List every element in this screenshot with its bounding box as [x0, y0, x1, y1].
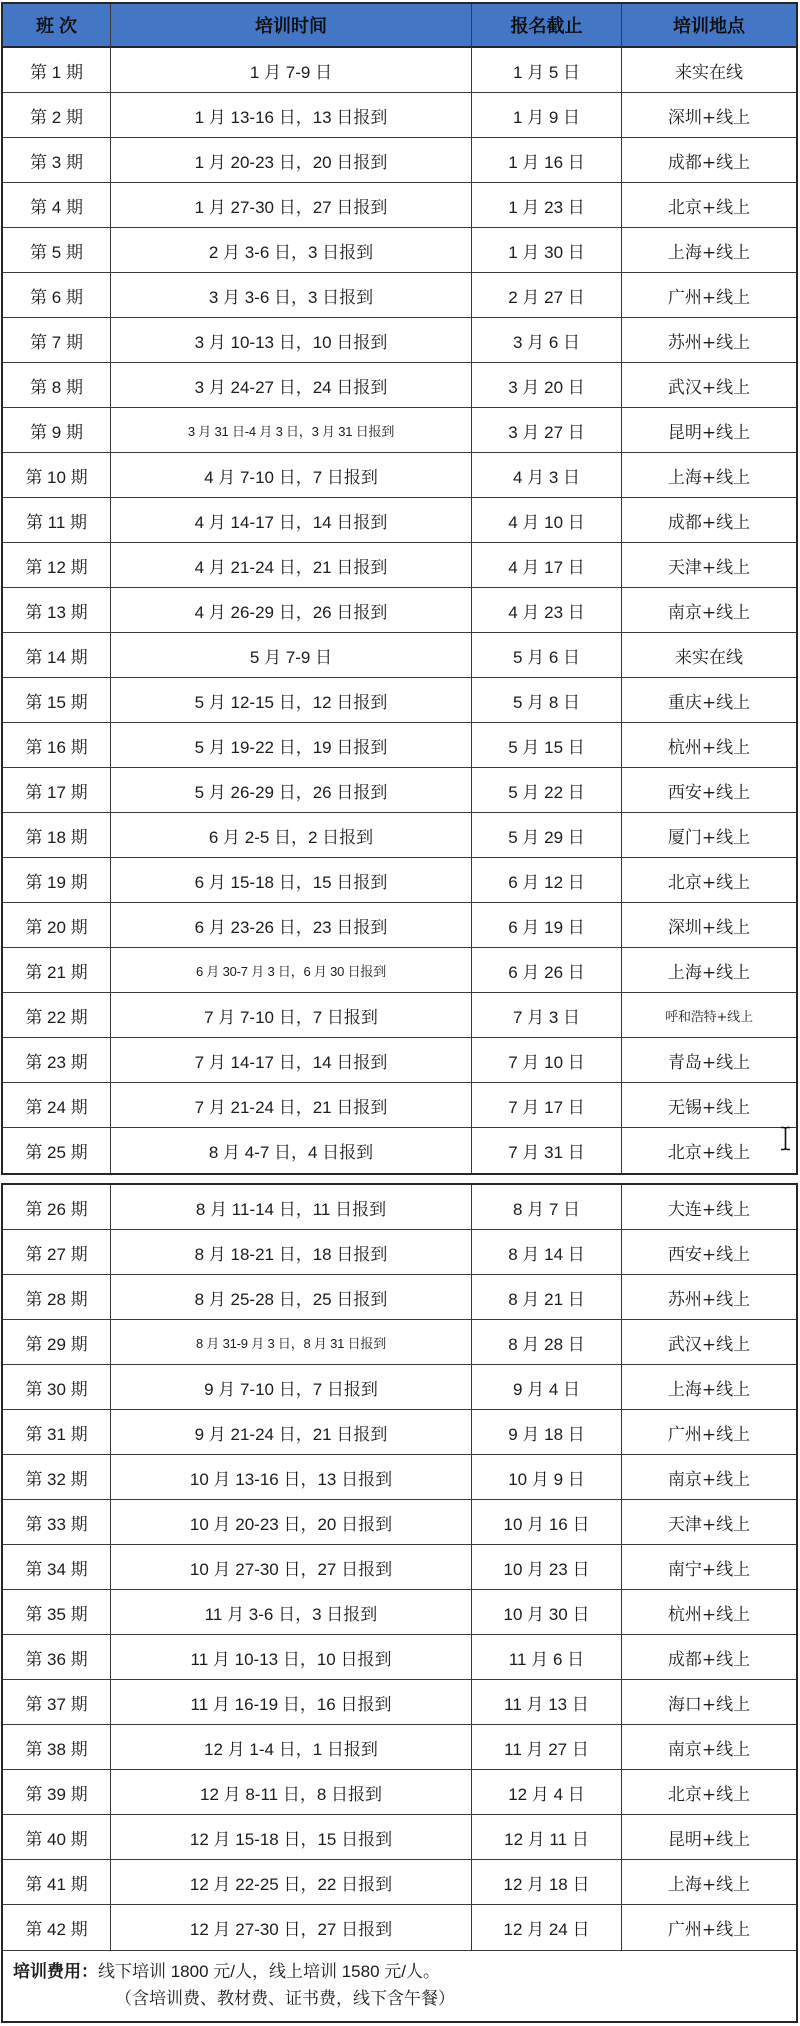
- table-row: [3, 1455, 796, 1500]
- location-cell: 南京+线上: [622, 1725, 796, 1770]
- table-row: [3, 633, 796, 678]
- location-cell: 杭州+线上: [622, 1590, 796, 1635]
- table-row: [3, 1410, 796, 1455]
- deadline-cell: 2 月 27 日: [472, 273, 622, 318]
- table-row: [3, 1590, 796, 1635]
- session-cell: 第 9 期: [3, 408, 111, 453]
- deadline-cell: 7 月 31 日: [472, 1128, 622, 1173]
- time-cell: 8 月 31-9 月 3 日，8 月 31 日报到: [111, 1320, 472, 1365]
- time-cell: 4 月 26-29 日，26 日报到: [111, 588, 472, 633]
- deadline-cell: 12 月 18 日: [472, 1860, 622, 1905]
- table-row: [3, 183, 796, 228]
- deadline-cell: 7 月 10 日: [472, 1038, 622, 1083]
- deadline-cell: 3 月 6 日: [472, 318, 622, 363]
- time-cell: 5 月 26-29 日，26 日报到: [111, 768, 472, 813]
- session-cell: 第 13 期: [3, 588, 111, 633]
- session-cell: 第 30 期: [3, 1365, 111, 1410]
- session-cell: 第 26 期: [3, 1185, 111, 1230]
- table-body-lower: [3, 1185, 796, 1950]
- time-cell: 6 月 15-18 日，15 日报到: [111, 858, 472, 903]
- table-row: [3, 1635, 796, 1680]
- table-row: [3, 1725, 796, 1770]
- deadline-cell: 6 月 12 日: [472, 858, 622, 903]
- deadline-cell: 10 月 23 日: [472, 1545, 622, 1590]
- deadline-cell: 5 月 6 日: [472, 633, 622, 678]
- time-cell: 11 月 10-13 日，10 日报到: [111, 1635, 472, 1680]
- deadline-cell: 1 月 5 日: [472, 48, 622, 93]
- deadline-cell: 1 月 16 日: [472, 138, 622, 183]
- deadline-cell: 12 月 24 日: [472, 1905, 622, 1950]
- session-cell: 第 14 期: [3, 633, 111, 678]
- table-row: [3, 498, 796, 543]
- session-cell: 第 18 期: [3, 813, 111, 858]
- location-cell: 海口+线上: [622, 1680, 796, 1725]
- session-cell: 第 6 期: [3, 273, 111, 318]
- session-cell: 第 12 期: [3, 543, 111, 588]
- table-row: [3, 93, 796, 138]
- time-cell: 8 月 11-14 日，11 日报到: [111, 1185, 472, 1230]
- location-cell: 天津+线上: [622, 1500, 796, 1545]
- time-cell: 4 月 21-24 日，21 日报到: [111, 543, 472, 588]
- deadline-cell: 10 月 30 日: [472, 1590, 622, 1635]
- fee-label: 培训费用：: [13, 1962, 98, 1981]
- location-cell: 成都+线上: [622, 498, 796, 543]
- fee-footer: [3, 1950, 796, 2021]
- time-cell: 12 月 8-11 日，8 日报到: [111, 1770, 472, 1815]
- deadline-cell: 8 月 14 日: [472, 1230, 622, 1275]
- deadline-cell: 7 月 3 日: [472, 993, 622, 1038]
- table-row: [3, 1230, 796, 1275]
- location-cell: 来实在线: [622, 48, 796, 93]
- table-row: [3, 1185, 796, 1230]
- time-cell: 6 月 2-5 日，2 日报到: [111, 813, 472, 858]
- time-cell: 6 月 30-7 月 3 日，6 月 30 日报到: [111, 948, 472, 993]
- location-cell: 深圳+线上: [622, 903, 796, 948]
- session-cell: 第 22 期: [3, 993, 111, 1038]
- table-row: [3, 948, 796, 993]
- table-row: [3, 138, 796, 183]
- session-cell: 第 16 期: [3, 723, 111, 768]
- time-cell: 10 月 13-16 日，13 日报到: [111, 1455, 472, 1500]
- table-row: [3, 1905, 796, 1950]
- table-row: [3, 1038, 796, 1083]
- time-cell: 12 月 1-4 日，1 日报到: [111, 1725, 472, 1770]
- table-row: [3, 723, 796, 768]
- location-cell: 南京+线上: [622, 1455, 796, 1500]
- session-cell: 第 15 期: [3, 678, 111, 723]
- time-cell: 5 月 19-22 日，19 日报到: [111, 723, 472, 768]
- location-cell: 西安+线上: [622, 1230, 796, 1275]
- location-cell: 南京+线上: [622, 588, 796, 633]
- location-cell: 呼和浩特+线上: [622, 993, 796, 1038]
- table-row: [3, 1680, 796, 1725]
- table-row: [3, 48, 796, 93]
- session-cell: 第 10 期: [3, 453, 111, 498]
- location-cell: 广州+线上: [622, 273, 796, 318]
- location-cell: 来实在线: [622, 633, 796, 678]
- table-row: [3, 678, 796, 723]
- location-cell: 昆明+线上: [622, 408, 796, 453]
- deadline-cell: 1 月 23 日: [472, 183, 622, 228]
- session-cell: 第 24 期: [3, 1083, 111, 1128]
- table-row: [3, 903, 796, 948]
- deadline-cell: 9 月 18 日: [472, 1410, 622, 1455]
- header-location: 培训地点: [622, 4, 796, 48]
- table-row: [3, 273, 796, 318]
- table-row: [3, 363, 796, 408]
- session-cell: 第 1 期: [3, 48, 111, 93]
- location-cell: 上海+线上: [622, 1365, 796, 1410]
- session-cell: 第 40 期: [3, 1815, 111, 1860]
- session-cell: 第 4 期: [3, 183, 111, 228]
- time-cell: 7 月 7-10 日，7 日报到: [111, 993, 472, 1038]
- location-cell: 苏州+线上: [622, 318, 796, 363]
- table-row: [3, 768, 796, 813]
- deadline-cell: 7 月 17 日: [472, 1083, 622, 1128]
- session-cell: 第 20 期: [3, 903, 111, 948]
- deadline-cell: 3 月 20 日: [472, 363, 622, 408]
- time-cell: 4 月 7-10 日，7 日报到: [111, 453, 472, 498]
- table-row: [3, 813, 796, 858]
- fee-line-2: （含培训费、教材费、证书费，线下含午餐）: [115, 1989, 455, 2008]
- table-row: [3, 993, 796, 1038]
- header-session: 班 次: [3, 4, 111, 48]
- session-cell: 第 35 期: [3, 1590, 111, 1635]
- session-cell: 第 32 期: [3, 1455, 111, 1500]
- session-cell: 第 23 期: [3, 1038, 111, 1083]
- location-cell: 苏州+线上: [622, 1275, 796, 1320]
- table-row: [3, 1128, 796, 1173]
- deadline-cell: 10 月 16 日: [472, 1500, 622, 1545]
- session-cell: 第 21 期: [3, 948, 111, 993]
- session-cell: 第 37 期: [3, 1680, 111, 1725]
- session-cell: 第 2 期: [3, 93, 111, 138]
- deadline-cell: 5 月 29 日: [472, 813, 622, 858]
- session-cell: 第 19 期: [3, 858, 111, 903]
- deadline-cell: 4 月 17 日: [472, 543, 622, 588]
- table-row: [3, 453, 796, 498]
- time-cell: 11 月 3-6 日，3 日报到: [111, 1590, 472, 1635]
- table-row: [3, 543, 796, 588]
- table-row: [3, 1770, 796, 1815]
- session-cell: 第 33 期: [3, 1500, 111, 1545]
- session-cell: 第 29 期: [3, 1320, 111, 1365]
- location-cell: 天津+线上: [622, 543, 796, 588]
- location-cell: 重庆+线上: [622, 678, 796, 723]
- location-cell: 广州+线上: [667, 1920, 751, 1940]
- time-cell: 10 月 20-23 日，20 日报到: [111, 1500, 472, 1545]
- location-cell: 无锡+线上: [622, 1083, 796, 1128]
- table-body-upper: [3, 48, 796, 1173]
- deadline-cell: 12 月 4 日: [472, 1770, 622, 1815]
- location-cell: 广州+线上: [622, 1410, 796, 1455]
- time-cell: 3 月 31 日-4 月 3 日，3 月 31 日报到: [111, 408, 472, 453]
- session-cell: 第 5 期: [3, 228, 111, 273]
- location-cell: 武汉+线上: [622, 1320, 796, 1365]
- deadline-cell: 1 月 9 日: [472, 93, 622, 138]
- session-cell: 第 38 期: [3, 1725, 111, 1770]
- table-row: [3, 1860, 796, 1905]
- header-deadline: 报名截止: [472, 4, 622, 48]
- deadline-cell: 12 月 11 日: [472, 1815, 622, 1860]
- deadline-cell: 9 月 4 日: [472, 1365, 622, 1410]
- time-cell: 7 月 14-17 日，14 日报到: [111, 1038, 472, 1083]
- deadline-cell: 8 月 28 日: [472, 1320, 622, 1365]
- time-cell: 1 月 7-9 日: [111, 48, 472, 93]
- schedule-table-lower: [1, 1183, 798, 2023]
- time-cell: 8 月 4-7 日，4 日报到: [111, 1128, 472, 1173]
- deadline-cell: 11 月 27 日: [472, 1725, 622, 1770]
- deadline-cell: 4 月 3 日: [472, 453, 622, 498]
- session-cell: 第 27 期: [3, 1230, 111, 1275]
- location-cell: 北京+线上: [622, 858, 796, 903]
- time-cell: 5 月 7-9 日: [111, 633, 472, 678]
- location-cell: 昆明+线上: [622, 1815, 796, 1860]
- text-ibeam-cursor: [779, 1126, 792, 1151]
- deadline-cell: 5 月 22 日: [472, 768, 622, 813]
- time-cell: 3 月 3-6 日，3 日报到: [111, 273, 472, 318]
- deadline-cell: 5 月 8 日: [472, 678, 622, 723]
- deadline-cell: 3 月 27 日: [472, 408, 622, 453]
- location-cell: 南宁+线上: [622, 1545, 796, 1590]
- session-cell: 第 3 期: [3, 138, 111, 183]
- deadline-cell: 10 月 9 日: [472, 1455, 622, 1500]
- table-row: [3, 588, 796, 633]
- session-cell: 第 11 期: [3, 498, 111, 543]
- table-row: [3, 318, 796, 363]
- location-cell: 大连+线上: [622, 1185, 796, 1230]
- deadline-cell: 6 月 26 日: [472, 948, 622, 993]
- location-cell: 上海+线上: [622, 948, 796, 993]
- deadline-cell: 11 月 13 日: [472, 1680, 622, 1725]
- session-cell: 第 28 期: [3, 1275, 111, 1320]
- time-cell: 12 月 15-18 日，15 日报到: [111, 1815, 472, 1860]
- session-cell: 第 36 期: [3, 1635, 111, 1680]
- location-cell: 成都+线上: [622, 1635, 796, 1680]
- time-cell: 3 月 10-13 日，10 日报到: [111, 318, 472, 363]
- time-cell: 12 月 22-25 日，22 日报到: [111, 1860, 472, 1905]
- schedule-table-upper: [1, 2, 798, 1175]
- deadline-cell: 1 月 30 日: [472, 228, 622, 273]
- session-cell: 第 7 期: [3, 318, 111, 363]
- table-row: [3, 1275, 796, 1320]
- table-row: [3, 228, 796, 273]
- session-cell: 第 42 期: [3, 1905, 111, 1950]
- session-cell: 第 17 期: [3, 768, 111, 813]
- location-cell: 上海+线上: [622, 453, 796, 498]
- location-cell: 北京+线上: [622, 1770, 796, 1815]
- time-cell: 1 月 27-30 日，27 日报到: [111, 183, 472, 228]
- table-row: [3, 1545, 796, 1590]
- time-cell: 9 月 7-10 日，7 日报到: [111, 1365, 472, 1410]
- deadline-cell: 5 月 15 日: [472, 723, 622, 768]
- location-cell: 青岛+线上: [622, 1038, 796, 1083]
- deadline-cell: 8 月 7 日: [472, 1185, 622, 1230]
- location-cell: 北京+线上: [667, 1143, 751, 1163]
- time-cell: 8 月 25-28 日，25 日报到: [111, 1275, 472, 1320]
- session-cell: 第 39 期: [3, 1770, 111, 1815]
- location-cell: 武汉+线上: [622, 363, 796, 408]
- time-cell: 9 月 21-24 日，21 日报到: [111, 1410, 472, 1455]
- table-row: [3, 1083, 796, 1128]
- location-cell: 北京+线上: [622, 183, 796, 228]
- session-cell: 第 8 期: [3, 363, 111, 408]
- header-time: 培训时间: [111, 4, 472, 48]
- time-cell: 4 月 14-17 日，14 日报到: [111, 498, 472, 543]
- deadline-cell: 4 月 10 日: [472, 498, 622, 543]
- deadline-cell: 8 月 21 日: [472, 1275, 622, 1320]
- table-row: [3, 408, 796, 453]
- fee-line-1: [13, 1958, 786, 1985]
- time-cell: 1 月 13-16 日，13 日报到: [111, 93, 472, 138]
- table-row: [3, 1815, 796, 1860]
- fee-text: 线下培训 1800 元/人，线上培训 1580 元/人。: [98, 1962, 440, 1981]
- location-cell: 西安+线上: [622, 768, 796, 813]
- time-cell: 10 月 27-30 日，27 日报到: [111, 1545, 472, 1590]
- session-cell: 第 25 期: [3, 1128, 111, 1173]
- deadline-cell: 4 月 23 日: [472, 588, 622, 633]
- table-header-row: [3, 4, 796, 48]
- location-cell: 厦门+线上: [622, 813, 796, 858]
- time-cell: 11 月 16-19 日，16 日报到: [111, 1680, 472, 1725]
- session-cell: 第 31 期: [3, 1410, 111, 1455]
- location-cell: 上海+线上: [622, 1860, 796, 1905]
- location-cell: 杭州+线上: [622, 723, 796, 768]
- table-row: [3, 1500, 796, 1545]
- table-row: [3, 1320, 796, 1365]
- time-cell: 5 月 12-15 日，12 日报到: [111, 678, 472, 723]
- time-cell: 7 月 21-24 日，21 日报到: [111, 1083, 472, 1128]
- location-cell: 成都+线上: [622, 138, 796, 183]
- time-cell: 2 月 3-6 日，3 日报到: [111, 228, 472, 273]
- time-cell: 3 月 24-27 日，24 日报到: [111, 363, 472, 408]
- table-row: [3, 1365, 796, 1410]
- deadline-cell: 6 月 19 日: [472, 903, 622, 948]
- location-cell: 深圳+线上: [622, 93, 796, 138]
- table-row: [3, 858, 796, 903]
- session-cell: 第 34 期: [3, 1545, 111, 1590]
- session-cell: 第 41 期: [3, 1860, 111, 1905]
- time-cell: 1 月 20-23 日，20 日报到: [111, 138, 472, 183]
- deadline-cell: 11 月 6 日: [472, 1635, 622, 1680]
- time-cell: 8 月 18-21 日，18 日报到: [111, 1230, 472, 1275]
- time-cell: 12 月 27-30 日，27 日报到: [111, 1905, 472, 1950]
- time-cell: 6 月 23-26 日，23 日报到: [111, 903, 472, 948]
- location-cell: 上海+线上: [622, 228, 796, 273]
